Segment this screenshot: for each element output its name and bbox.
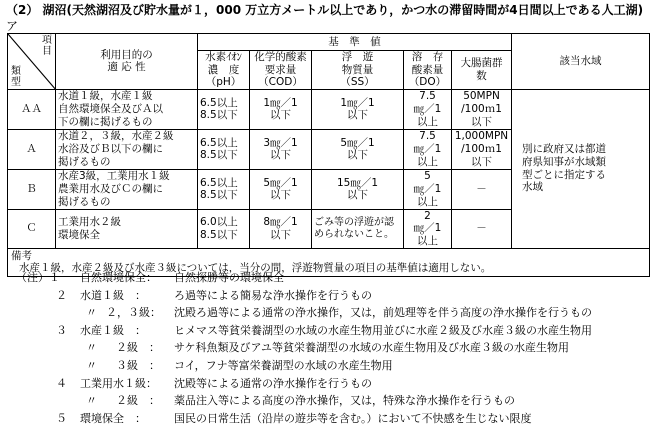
note-term: 工業用水１級： (80, 376, 157, 390)
row-ss: ごみ等の浮遊が認 められないこと。 (312, 209, 404, 248)
note-description: 自然探勝等の環境保全 (174, 271, 284, 284)
note-description: ろ過等による簡易な浄水操作を行うもの (174, 288, 372, 302)
header-purpose: 利用目的の 適 応 性 (56, 34, 198, 90)
note-number: ２ (56, 288, 67, 302)
row-type: Ｂ (8, 169, 56, 209)
row-type: Ｃ (8, 209, 56, 248)
note-term: 水産１級 ： (80, 323, 146, 337)
row-purpose: 水道２，３級，水産２級 水浴及びＢ以下の欄に 掲げるもの (56, 129, 198, 169)
note-description: 沈殿等による通常の浄水操作を行うもの (174, 376, 372, 390)
row-cod: 8㎎／1 以下 (250, 209, 312, 248)
row-purpose: 水道１級，水産１級 自然環境保全及びＡ以 下の欄に掲げるもの (56, 89, 198, 129)
notes-list (16, 272, 652, 430)
note-row (16, 413, 652, 430)
row-do: 2 ㎎／1 以上 (404, 209, 452, 248)
header-item: 項目 (42, 35, 52, 57)
row-type: Ａ (8, 129, 56, 169)
remark-text: 水産１級，水産２級及び水産３級については，当分の間，浮遊物質量の項目の基準値は適用しない。 (19, 262, 492, 275)
note-row (16, 272, 652, 290)
row-ss: 1㎎／1 以下 (312, 89, 404, 129)
note-row (16, 325, 652, 343)
note-number: 〃 (86, 306, 97, 320)
header-ss: 浮 遊 物質量 （SS） (312, 51, 404, 90)
note-term: ２級 ： (116, 341, 160, 355)
header-type: 類型 (11, 65, 21, 88)
note-number: ３ (56, 323, 67, 337)
remark-label: 備考 (11, 249, 32, 262)
row-ph: 6.0以上 8.5以下 (198, 209, 250, 248)
table-row (8, 89, 650, 129)
row-coli: 1,000MPN /100ｍ1 以下 (452, 129, 512, 169)
header-cod: 化学的酸素 要求量 （COD） (250, 51, 312, 90)
header-coli: 大腸菌群 数 (452, 51, 512, 90)
header-standard: 基 準 値 (198, 34, 512, 51)
row-cod: 5㎎／1 以下 (250, 169, 312, 209)
note-description: 国民の日常生活（沿岸の遊歩等を含む。）において不快感を生じない限度 (174, 411, 532, 425)
row-ss: 5㎎／1 以下 (312, 129, 404, 169)
note-row (16, 342, 652, 360)
row-ph: 6.5以上 8.5以下 (198, 89, 250, 129)
section-label: ア (6, 19, 19, 33)
note-number: ４ (56, 376, 67, 390)
note-row (16, 395, 652, 413)
note-number: ５ (56, 411, 67, 425)
row-type: ＡＡ (8, 89, 56, 129)
row-do: 7.5 ㎎／1 以上 (404, 129, 452, 169)
note-term: ３級 ： (116, 358, 160, 372)
row-cod: 3㎎／1 以下 (250, 129, 312, 169)
note-term: ２級 ： (116, 394, 160, 408)
note-row (16, 307, 652, 325)
note-term: 自然環境保全： (80, 271, 157, 284)
header-do: 溶 存 酸素量 （DO） (404, 51, 452, 90)
note-row (16, 378, 652, 396)
note-description: サケ科魚類及びアユ等貧栄養湖型の水域の水産生物用及び水産３級の水産生物用 (174, 341, 570, 355)
note-description: コイ，フナ等富栄養湖型の水域の水産生物用 (174, 358, 393, 372)
note-description: 沈殿ろ過等による通常の浄水操作，又は，前処理等を伴う高度の浄水操作を行うもの (174, 306, 592, 320)
note-number: （注）１ (16, 271, 60, 284)
note-term: ２，３級： (106, 306, 161, 320)
row-ss: 15㎎／1 以下 (312, 169, 404, 209)
row-coli: － (452, 209, 512, 248)
note-row (16, 290, 652, 308)
note-row (16, 360, 652, 378)
note-number: 〃 (86, 341, 97, 355)
row-ph: 6.5以上 8.5以下 (198, 169, 250, 209)
row-do: 7.5 ㎎／1 以上 (404, 89, 452, 129)
note-term: 環境保全 ： (80, 411, 146, 425)
row-purpose: 水産3級，工業用水１級 農業用水及びＣの欄に 掲げるもの (56, 169, 198, 209)
row-coli: － (452, 169, 512, 209)
row-ph: 6.5以上 8.5以下 (198, 129, 250, 169)
note-number: 〃 (86, 394, 97, 408)
row-coli: 50MPN /100ｍ1 以下 (452, 89, 512, 129)
header-ph: 水素ｲｵﾝ 濃 度 （pH） (198, 51, 250, 90)
note-description: ヒメマス等貧栄養湖型の水域の水産生物用並びに水産２級及び水産３級の水産生物用 (174, 323, 592, 337)
row-do: 5 ㎎／1 以上 (404, 169, 452, 209)
water-area-text: 別に政府又は都道 府県知事が水域類 型ごとに指定する 水域 (512, 89, 650, 248)
header-item-type-cell (8, 34, 56, 90)
note-term: 水道１級 ： (80, 288, 146, 302)
standards-table (7, 33, 650, 277)
note-number: 〃 (86, 358, 97, 372)
page-title: （2） 湖沼(天然湖沼及び貯水量が１，000 万立方メートル以上であり，かつ水の滞留時間が4日間以上である人工湖) (6, 3, 644, 17)
note-description: 薬品注入等による高度の浄水操作，又は，特殊な浄水操作を行うもの (174, 394, 515, 408)
row-purpose: 工業用水２級 環境保全 (56, 209, 198, 248)
header-water-area: 該当水域 (512, 34, 650, 90)
row-cod: 1㎎／1 以下 (250, 89, 312, 129)
